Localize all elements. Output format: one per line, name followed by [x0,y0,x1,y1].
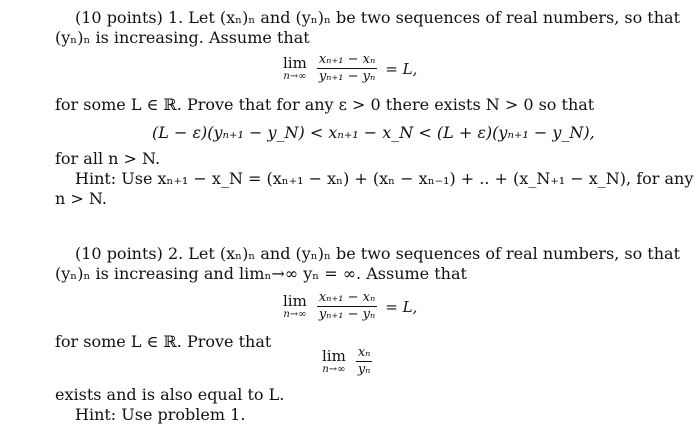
p1-for-all-line: for all n > N. [55,149,161,168]
p2-limit-rhs: = L, [385,297,418,316]
p2-numerator: xₙ₊₁ − xₙ [318,290,376,305]
p1-limit-fraction [317,52,377,85]
p1-increasing-line: (yₙ)ₙ is increasing. Assume that [55,28,310,47]
p2-lim2-fraction [356,345,373,378]
p1-hint-continuation: n > N. [55,189,107,208]
p2-lim2-denominator: yₙ [357,362,371,377]
p1-limit-expression [283,52,417,85]
p1-lim-operator: lim n→∞ [283,54,307,82]
p2-limit-expression [283,290,417,323]
p2-denominator: yₙ₊₁ − yₙ [318,307,376,322]
p1-inequality: (L − ε)(yₙ₊₁ − y_N) < xₙ₊₁ − x_N < (L + ε)(yₙ₊₁ − y_N), [152,123,595,142]
p2-lim2-operator: lim n→∞ [322,347,346,375]
p2-intro-line: (10 points) 2. Let (xₙ)ₙ and (yₙ)ₙ be two sequences of real numbers, so that [75,244,680,263]
p1-limit-rhs: = L, [385,59,418,78]
p2-limit-fraction [317,290,377,323]
p1-prove-line: for some L ∈ ℝ. Prove that for any ε > 0 there exists N > 0 so that [55,95,595,114]
p2-prove-line: for some L ∈ ℝ. Prove that [55,332,272,351]
p1-intro-line: (10 points) 1. Let (xₙ)ₙ and (yₙ)ₙ be two sequences of real numbers, so that [75,8,680,27]
p2-hint-line: Hint: Use problem 1. [75,405,246,424]
p2-increasing-line: (yₙ)ₙ is increasing and limₙ→∞ yₙ = ∞. Assume that [55,264,467,283]
p2-lim2-numerator: xₙ [357,345,371,360]
p1-hint-line: Hint: Use xₙ₊₁ − x_N = (xₙ₊₁ − xₙ) + (xₙ − xₙ₋₁) + .. + (x_N₊₁ − x_N), for any [75,169,694,188]
p1-denominator: yₙ₊₁ − yₙ [318,69,376,84]
p2-lim-operator: lim n→∞ [283,292,307,320]
p2-second-limit [322,345,376,378]
p1-numerator: xₙ₊₁ − xₙ [318,52,376,67]
p2-exists-line: exists and is also equal to L. [55,385,285,404]
